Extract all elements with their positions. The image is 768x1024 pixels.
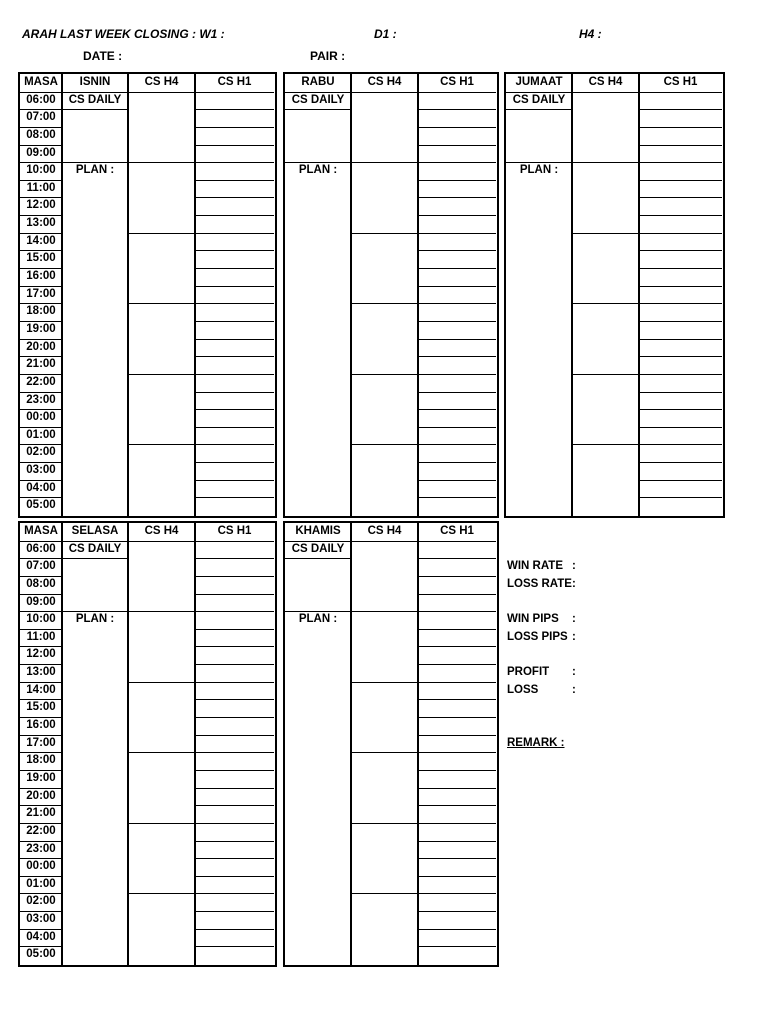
cs-h4-header: CS H4 xyxy=(144,76,179,88)
time-label: 05:00 xyxy=(26,499,56,512)
loss-pips-label: LOSS PIPS xyxy=(507,631,568,643)
win-rate-label: WIN RATE xyxy=(507,560,564,572)
selasa-table-row-divider xyxy=(128,682,195,683)
selasa-table-row-divider xyxy=(195,841,274,842)
isnin-table-row-divider xyxy=(195,427,274,428)
cs-h4-header: CS H4 xyxy=(367,525,402,537)
isnin-table-row-divider xyxy=(128,233,195,234)
selasa-table-row-divider xyxy=(195,699,274,700)
selasa-table-row-divider xyxy=(195,646,274,647)
isnin-table-row-divider xyxy=(195,303,274,304)
loss-label: LOSS xyxy=(507,684,539,696)
selasa-table-row-divider xyxy=(195,946,274,947)
khamis-table-row-divider xyxy=(351,752,418,753)
cs-h1-header: CS H1 xyxy=(663,76,698,88)
rabu-table-row-divider xyxy=(351,444,418,445)
khamis-table-row-divider xyxy=(418,823,496,824)
selasa-table-row-divider xyxy=(195,629,274,630)
khamis-table-row-divider xyxy=(418,911,496,912)
isnin-table-row-divider xyxy=(195,109,274,110)
rabu-table-row-divider xyxy=(418,321,496,322)
time-label: 02:00 xyxy=(26,446,56,459)
khamis-table-row-divider xyxy=(418,876,496,877)
khamis-table-row-divider xyxy=(351,541,418,542)
isnin-table-row-divider xyxy=(195,356,274,357)
time-label: 17:00 xyxy=(26,287,56,300)
remark-label: REMARK : xyxy=(507,737,565,749)
jumaat-table-row-divider xyxy=(639,162,722,163)
rabu-table-row-divider xyxy=(418,180,496,181)
rabu-table-row-divider xyxy=(418,268,496,269)
time-label: 12:00 xyxy=(26,648,56,661)
time-label: 03:00 xyxy=(26,913,56,926)
jumaat-table-row-divider xyxy=(639,303,722,304)
khamis-table-row-divider xyxy=(418,735,496,736)
jumaat-table-row-divider xyxy=(639,145,722,146)
time-label: 06:00 xyxy=(26,542,56,555)
rabu-table-row-divider xyxy=(418,215,496,216)
h4-label: H4 : xyxy=(579,27,602,41)
time-label: 13:00 xyxy=(26,217,56,230)
time-label: 03:00 xyxy=(26,464,56,477)
isnin-table-col-divider xyxy=(127,74,129,516)
khamis-table-row-divider xyxy=(351,823,418,824)
khamis-table-row-divider xyxy=(418,646,496,647)
time-label: 10:00 xyxy=(26,613,56,626)
isnin-table-row-divider xyxy=(195,286,274,287)
khamis-table-row-divider xyxy=(418,594,496,595)
time-label: 19:00 xyxy=(26,771,56,784)
rabu-header: RABU xyxy=(301,76,335,88)
time-label: 14:00 xyxy=(26,683,56,696)
time-label: 17:00 xyxy=(26,736,56,749)
khamis-table-row-divider xyxy=(351,611,418,612)
rabu-table-row-divider xyxy=(418,92,496,93)
loss-rate-label: LOSS RATE xyxy=(507,578,572,590)
khamis-table-row-divider xyxy=(418,682,496,683)
time-label: 01:00 xyxy=(26,877,56,890)
rabu-table-row-divider xyxy=(418,374,496,375)
time-label: 07:00 xyxy=(26,111,56,124)
jumaat-table-col-divider xyxy=(638,74,640,516)
rabu-table-row-divider xyxy=(351,233,418,234)
khamis-table-row-divider xyxy=(418,541,496,542)
time-label: 18:00 xyxy=(26,754,56,767)
rabu-table-row-divider xyxy=(418,127,496,128)
masa-header: MASA xyxy=(24,525,58,537)
khamis-table-row-divider xyxy=(418,611,496,612)
selasa-table-row-divider xyxy=(195,611,274,612)
isnin-table-row-divider xyxy=(195,444,274,445)
khamis-table-row-divider xyxy=(418,664,496,665)
win-pips-colon: : xyxy=(572,613,576,625)
isnin-table-row-divider xyxy=(128,92,195,93)
jumaat-table-row-divider xyxy=(639,409,722,410)
time-label: 02:00 xyxy=(26,895,56,908)
time-label: 05:00 xyxy=(26,948,56,961)
jumaat-table-row-divider xyxy=(572,92,639,93)
profit-colon: : xyxy=(572,666,576,678)
rabu-table-row-divider xyxy=(351,374,418,375)
jumaat-table-row-divider xyxy=(572,233,639,234)
khamis-table-row-divider xyxy=(418,805,496,806)
jumaat-table-row-divider xyxy=(639,374,722,375)
khamis-table-col-divider xyxy=(350,523,352,965)
isnin-table-row-divider xyxy=(195,145,274,146)
jumaat-table-row-divider xyxy=(572,303,639,304)
selasa-table-row-divider xyxy=(195,594,274,595)
rabu-table-row-divider xyxy=(418,339,496,340)
khamis-header: KHAMIS xyxy=(295,525,341,537)
jumaat-table-row-divider xyxy=(639,321,722,322)
time-label: 11:00 xyxy=(26,181,56,194)
selasa-table-row-divider xyxy=(195,735,274,736)
jumaat-table-row-divider xyxy=(639,356,722,357)
isnin-table-row-divider xyxy=(195,409,274,410)
jumaat-table-row-divider xyxy=(639,480,722,481)
selasa-table-row-divider xyxy=(195,911,274,912)
selasa-table xyxy=(18,521,277,967)
time-label: 04:00 xyxy=(26,930,56,943)
rabu-table-row-divider xyxy=(418,286,496,287)
isnin-table-row-divider xyxy=(195,162,274,163)
selasa-table-row-divider xyxy=(195,770,274,771)
khamis-table-row-divider xyxy=(418,752,496,753)
time-label: 19:00 xyxy=(26,322,56,335)
jumaat-table-row-divider xyxy=(639,462,722,463)
time-label: 14:00 xyxy=(26,234,56,247)
jumaat-table-row-divider xyxy=(572,374,639,375)
time-label: 21:00 xyxy=(26,807,56,820)
jumaat-table-row-divider xyxy=(639,233,722,234)
khamis-table-row-divider xyxy=(418,946,496,947)
selasa-table-row-divider xyxy=(128,611,195,612)
jumaat-table-row-divider xyxy=(639,497,722,498)
cs-daily-label: CS DAILY xyxy=(68,542,122,555)
khamis-table-row-divider xyxy=(418,893,496,894)
time-label: 15:00 xyxy=(26,701,56,714)
time-label: 20:00 xyxy=(26,340,56,353)
khamis-table-row-divider xyxy=(418,770,496,771)
time-label: 10:00 xyxy=(26,164,56,177)
isnin-table-row-divider xyxy=(195,233,274,234)
time-label: 06:00 xyxy=(26,93,56,106)
time-label: 08:00 xyxy=(26,577,56,590)
selasa-table-row-divider xyxy=(195,788,274,789)
cs-h1-header: CS H1 xyxy=(440,76,474,88)
rabu-table-row-divider xyxy=(418,392,496,393)
cs-daily-label: CS DAILY xyxy=(512,93,566,106)
cs-daily-label: CS DAILY xyxy=(291,542,345,555)
jumaat-table-row-divider xyxy=(639,268,722,269)
isnin-table-row-divider xyxy=(195,321,274,322)
selasa-table-row-divider xyxy=(128,893,195,894)
jumaat-table-row-divider xyxy=(639,392,722,393)
khamis-table-row-divider xyxy=(351,682,418,683)
rabu-table-col-divider xyxy=(350,74,352,516)
khamis-table-row-divider xyxy=(418,858,496,859)
jumaat-table-row-divider xyxy=(572,444,639,445)
isnin-table-row-divider xyxy=(128,444,195,445)
rabu-table-row-divider xyxy=(418,250,496,251)
plan-label: PLAN : xyxy=(298,613,338,626)
isnin-table-row-divider xyxy=(195,480,274,481)
isnin-table-row-divider xyxy=(195,250,274,251)
jumaat-table-row-divider xyxy=(639,197,722,198)
rabu-table-row-divider xyxy=(418,162,496,163)
jumaat-header: JUMAAT xyxy=(515,76,563,88)
selasa-table-row-divider xyxy=(195,876,274,877)
isnin-table-col-divider xyxy=(194,74,196,516)
isnin-table-row-divider xyxy=(195,215,274,216)
khamis-table-row-divider xyxy=(418,717,496,718)
date-label: DATE : xyxy=(83,49,123,63)
isnin-table-row-divider xyxy=(195,268,274,269)
selasa-header: SELASA xyxy=(71,525,119,537)
selasa-table-col-divider xyxy=(127,523,129,965)
jumaat-table-row-divider xyxy=(639,127,722,128)
time-label: 12:00 xyxy=(26,199,56,212)
jumaat-table-row-divider xyxy=(639,339,722,340)
selasa-table-row-divider xyxy=(195,558,274,559)
rabu-table-row-divider xyxy=(418,109,496,110)
time-label: 00:00 xyxy=(26,860,56,873)
rabu-table-row-divider xyxy=(418,233,496,234)
isnin-table-row-divider xyxy=(128,303,195,304)
rabu-table-row-divider xyxy=(418,409,496,410)
cs-h1-header: CS H1 xyxy=(217,76,252,88)
isnin-table-row-divider xyxy=(195,339,274,340)
rabu-table-row-divider xyxy=(418,145,496,146)
plan-label: PLAN : xyxy=(75,613,115,626)
time-label: 22:00 xyxy=(26,375,56,388)
cs-daily-label: CS DAILY xyxy=(291,93,345,106)
pair-label: PAIR : xyxy=(310,49,346,63)
rabu-table-row-divider xyxy=(351,92,418,93)
masa-header: MASA xyxy=(24,76,58,88)
jumaat-table-row-divider xyxy=(639,250,722,251)
rabu-table-row-divider xyxy=(351,162,418,163)
khamis-table-row-divider xyxy=(418,558,496,559)
time-label: 08:00 xyxy=(26,128,56,141)
time-label: 04:00 xyxy=(26,481,56,494)
profit-label: PROFIT xyxy=(507,666,550,678)
time-label: 18:00 xyxy=(26,305,56,318)
isnin-table xyxy=(18,72,277,518)
rabu-table-row-divider xyxy=(418,497,496,498)
cs-h4-header: CS H4 xyxy=(367,76,402,88)
jumaat-table-row-divider xyxy=(639,215,722,216)
time-label: 00:00 xyxy=(26,411,56,424)
time-label: 16:00 xyxy=(26,719,56,732)
isnin-table-row-divider xyxy=(195,127,274,128)
isnin-table-row-divider xyxy=(128,162,195,163)
selasa-table-row-divider xyxy=(195,717,274,718)
khamis-table-row-divider xyxy=(418,629,496,630)
time-label: 23:00 xyxy=(26,393,56,406)
cs-h4-header: CS H4 xyxy=(588,76,623,88)
isnin-table-row-divider xyxy=(195,462,274,463)
selasa-table-row-divider xyxy=(195,823,274,824)
selasa-table-row-divider xyxy=(195,541,274,542)
khamis-table-row-divider xyxy=(418,699,496,700)
isnin-table-row-divider xyxy=(195,392,274,393)
time-label: 15:00 xyxy=(26,252,56,265)
jumaat-table-row-divider xyxy=(639,180,722,181)
time-label: 23:00 xyxy=(26,842,56,855)
rabu-table-row-divider xyxy=(418,197,496,198)
rabu-table-row-divider xyxy=(418,303,496,304)
time-label: 13:00 xyxy=(26,666,56,679)
jumaat-table-row-divider xyxy=(639,427,722,428)
rabu-table-row-divider xyxy=(418,462,496,463)
time-label: 09:00 xyxy=(26,146,56,159)
time-label: 16:00 xyxy=(26,270,56,283)
arah-last-week-closing-label: ARAH LAST WEEK CLOSING : W1 : xyxy=(22,27,225,41)
khamis-table-row-divider xyxy=(418,788,496,789)
selasa-table-row-divider xyxy=(195,805,274,806)
selasa-table-row-divider xyxy=(128,823,195,824)
selasa-table-row-divider xyxy=(195,576,274,577)
plan-label: PLAN : xyxy=(298,164,338,177)
selasa-table-row-divider xyxy=(195,858,274,859)
plan-label: PLAN : xyxy=(75,164,115,177)
selasa-table-row-divider xyxy=(128,752,195,753)
jumaat-table-row-divider xyxy=(639,286,722,287)
time-label: 11:00 xyxy=(26,630,56,643)
time-label: 20:00 xyxy=(26,789,56,802)
cs-daily-label: CS DAILY xyxy=(68,93,122,106)
isnin-table-row-divider xyxy=(128,374,195,375)
khamis-table-row-divider xyxy=(351,893,418,894)
jumaat-table-row-divider xyxy=(572,162,639,163)
rabu-table xyxy=(283,72,499,518)
plan-label: PLAN : xyxy=(519,164,559,177)
isnin-table-row-divider xyxy=(195,180,274,181)
loss-pips-colon: : xyxy=(572,631,576,643)
khamis-table-col-divider xyxy=(417,523,419,965)
rabu-table-row-divider xyxy=(418,480,496,481)
khamis-table-row-divider xyxy=(418,841,496,842)
khamis-table-row-divider xyxy=(418,576,496,577)
cs-h1-header: CS H1 xyxy=(440,525,474,537)
rabu-table-row-divider xyxy=(418,356,496,357)
cs-h4-header: CS H4 xyxy=(144,525,179,537)
time-label: 21:00 xyxy=(26,358,56,371)
time-label: 01:00 xyxy=(26,428,56,441)
win-rate-colon: : xyxy=(572,560,576,572)
selasa-table-row-divider xyxy=(195,893,274,894)
khamis-table xyxy=(283,521,499,967)
isnin-table-row-divider xyxy=(195,197,274,198)
selasa-table-col-divider xyxy=(194,523,196,965)
rabu-table-row-divider xyxy=(351,303,418,304)
isnin-table-row-divider xyxy=(195,374,274,375)
selasa-table-row-divider xyxy=(195,929,274,930)
jumaat-table-col-divider xyxy=(571,74,573,516)
time-label: 09:00 xyxy=(26,595,56,608)
rabu-table-row-divider xyxy=(418,444,496,445)
time-label: 22:00 xyxy=(26,824,56,837)
loss-colon: : xyxy=(572,684,576,696)
selasa-table-row-divider xyxy=(195,682,274,683)
jumaat-table-row-divider xyxy=(639,109,722,110)
selasa-table-row-divider xyxy=(195,752,274,753)
selasa-table-row-divider xyxy=(195,664,274,665)
isnin-header: ISNIN xyxy=(79,76,111,88)
selasa-table-row-divider xyxy=(128,541,195,542)
jumaat-table-row-divider xyxy=(639,92,722,93)
win-pips-label: WIN PIPS xyxy=(507,613,559,625)
jumaat-table-row-divider xyxy=(639,444,722,445)
time-label: 07:00 xyxy=(26,560,56,573)
loss-rate-colon: : xyxy=(572,578,576,590)
rabu-table-row-divider xyxy=(418,427,496,428)
d1-label: D1 : xyxy=(374,27,397,41)
cs-h1-header: CS H1 xyxy=(217,525,252,537)
isnin-table-row-divider xyxy=(195,497,274,498)
khamis-table-row-divider xyxy=(418,929,496,930)
rabu-table-col-divider xyxy=(417,74,419,516)
jumaat-table xyxy=(504,72,725,518)
isnin-table-row-divider xyxy=(195,92,274,93)
